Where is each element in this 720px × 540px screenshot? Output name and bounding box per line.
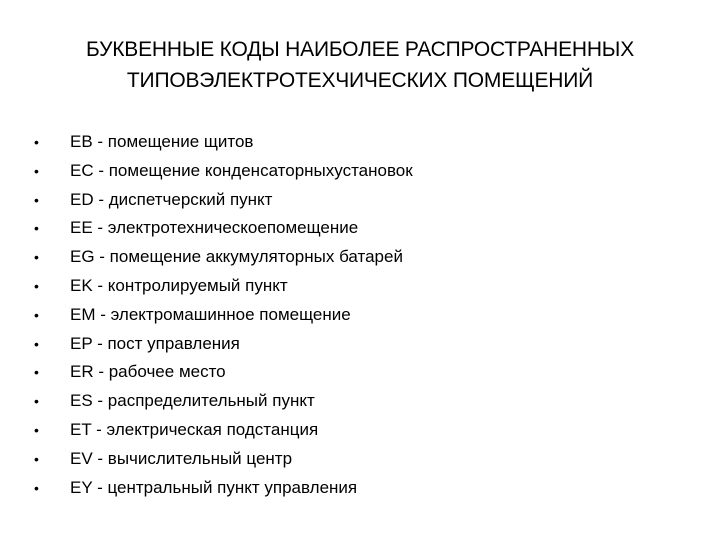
bullet-icon: • bbox=[34, 306, 39, 323]
bullet-icon: • bbox=[34, 220, 39, 237]
list-item bbox=[34, 272, 413, 301]
list-item-text: EG - помещение аккумуляторных батарей bbox=[70, 247, 403, 267]
list-item-text: EK - контролируемый пункт bbox=[70, 275, 288, 295]
title-line-2: ТИПОВЭЛЕКТРОТЕХЧИЧЕСКИХ ПОМЕЩЕНИЙ bbox=[126, 69, 594, 92]
bullet-icon: • bbox=[34, 277, 39, 294]
list-item bbox=[34, 186, 413, 215]
bullet-icon: • bbox=[34, 364, 39, 381]
bullet-icon: • bbox=[34, 191, 39, 208]
list-item bbox=[34, 387, 413, 416]
list-item bbox=[34, 301, 413, 330]
list-item bbox=[34, 157, 413, 186]
list-item-text: EP - пост управления bbox=[70, 333, 240, 353]
list-item-text: EC - помещение конденсаторныхустановок bbox=[70, 160, 413, 180]
bullet-icon: • bbox=[34, 249, 39, 266]
list-item-text: ET - электрическая подстанция bbox=[70, 419, 319, 439]
list-item-text: EY - центральный пункт управления bbox=[70, 477, 358, 497]
list-item-text: ER - рабочее место bbox=[70, 362, 226, 382]
bullet-icon: • bbox=[34, 162, 39, 179]
list-item-text: EM - электромашинное помещение bbox=[70, 304, 351, 324]
list-item-text: ES - распределительный пункт bbox=[70, 391, 315, 411]
list-item-text: EE - электротехническоепомещение bbox=[70, 218, 359, 238]
list-item-text: ED - диспетчерский пункт bbox=[70, 189, 273, 209]
title-line-1: БУКВЕННЫЕ КОДЫ НАИБОЛЕЕ РАСПРОСТРАНЕННЫХ bbox=[86, 38, 634, 61]
list-item bbox=[34, 358, 413, 387]
slide-title bbox=[20, 34, 700, 96]
list-item-text: EV - вычислительный центр bbox=[70, 448, 293, 468]
list-item bbox=[34, 416, 413, 445]
bullet-icon: • bbox=[34, 479, 39, 496]
list-item bbox=[34, 214, 413, 243]
bullet-icon: • bbox=[34, 393, 39, 410]
list-item bbox=[34, 474, 413, 503]
list-item bbox=[34, 128, 413, 157]
list-item bbox=[34, 243, 413, 272]
bullet-icon: • bbox=[34, 450, 39, 467]
bullet-icon: • bbox=[34, 421, 39, 438]
bullet-icon: • bbox=[34, 134, 39, 150]
list-item bbox=[34, 445, 413, 474]
list-item-text: EB - помещение щитов bbox=[70, 132, 254, 151]
list-item bbox=[34, 330, 413, 359]
bullet-icon: • bbox=[34, 335, 39, 352]
code-list bbox=[34, 128, 413, 502]
